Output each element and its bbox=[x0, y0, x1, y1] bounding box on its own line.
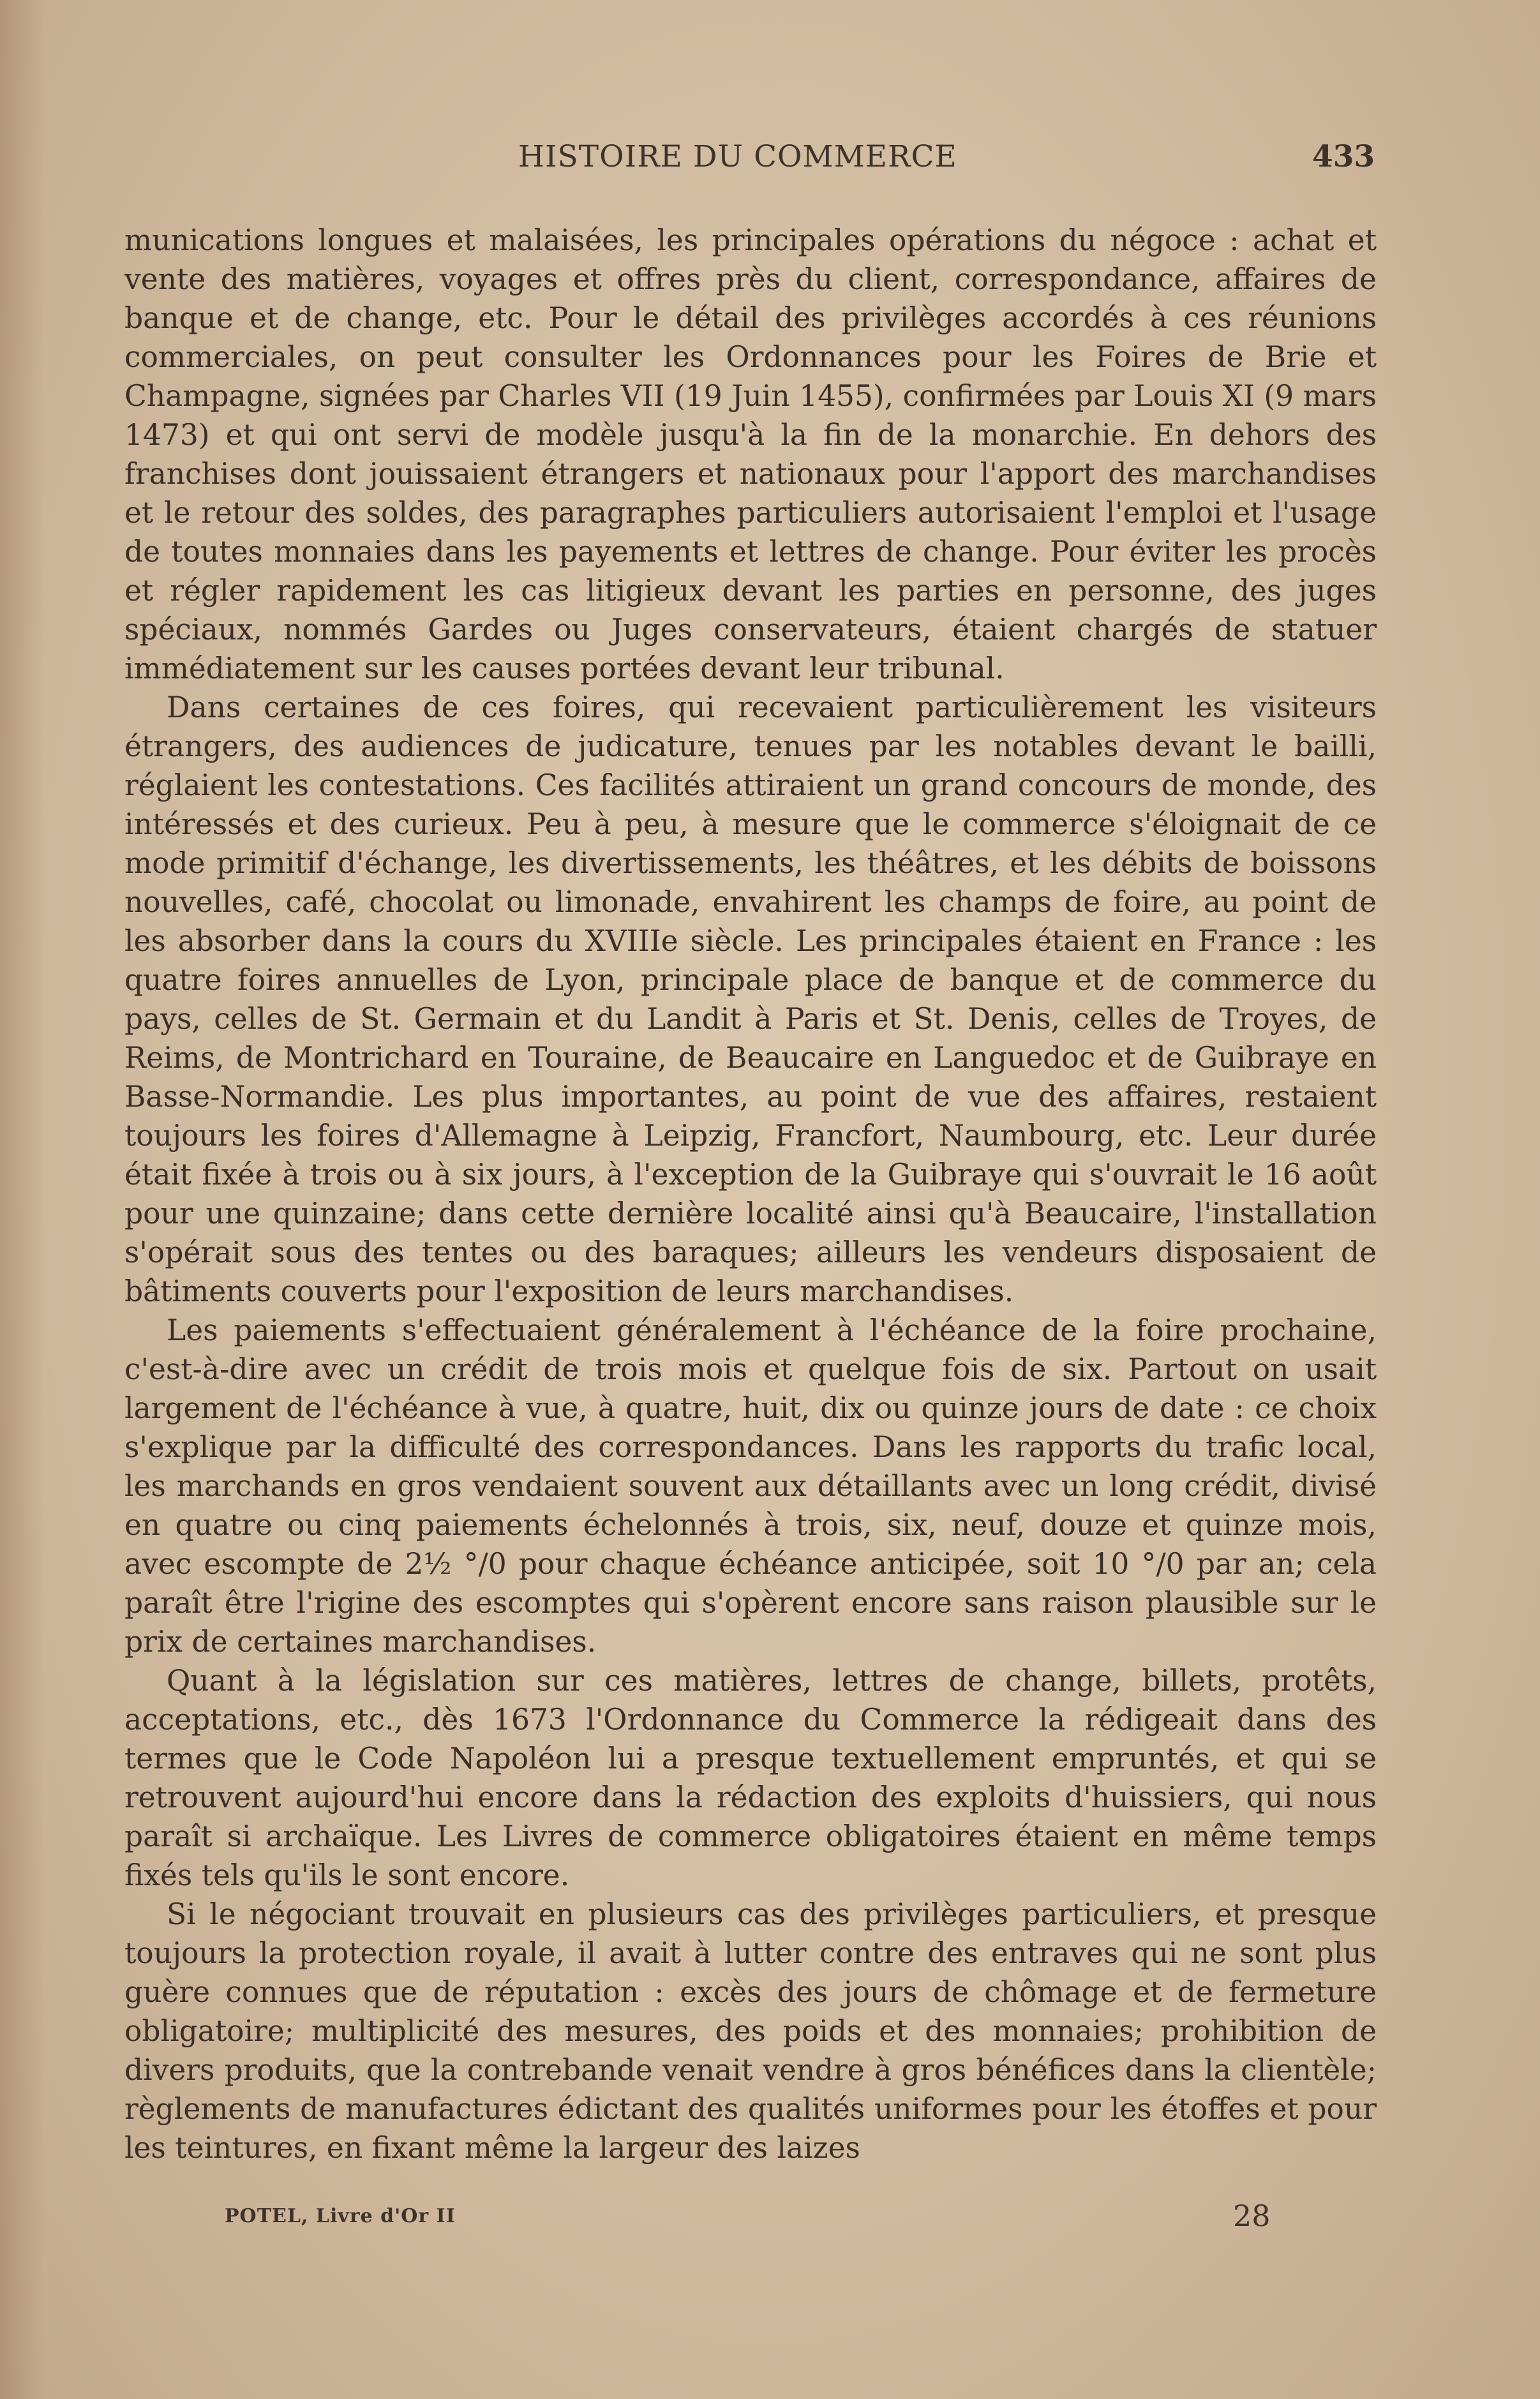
paragraph-2: Dans certaines de ces foires, qui recevaient particulièrement les visiteurs étrangers, des audiences de judicature, tenues par les notables devant le bailli, réglaient les contestations. Ces facilités attiraient un grand concours de monde, des intéressés et des curieux. Peu à peu, à mesure que le commerce s'éloignait de ce mode primitif d'échange, les divertissements, les théâtres, et les débits de boissons nouvelles, café, chocolat ou limonade, envahirent les champs de foire, au point de les absorber dans la cours du XVIIIe siècle. Les principales étaient en France : les quatre foires annuelles de Lyon, principale place de banque et de commerce du pays, celles de St. Germain et du Landit à Paris et St. Denis, celles de Troyes, de Reims, de Montrichard en Touraine, de Beaucaire en Languedoc et de Guibraye en Basse-Normandie. Les plus importantes, au point de vue des affaires, restaient toujours les foires d'Allemagne à Leipzig, Francfort, Naumbourg, etc. Leur durée était fixée à trois ou à six jours, à l'exception de la Guibraye qui s'ouvrait le 16 août pour une quinzaine; dans cette dernière localité ainsi qu'à Beaucaire, l'installation s'opérait sous des tentes ou des baraques; ailleurs les vendeurs disposaient de bâtiments couverts pour l'exposition de leurs marchandises. bbox=[124, 691, 1377, 1308]
page-number: 433 bbox=[1312, 139, 1375, 174]
paragraph-1: munications longues et malaisées, les principales opérations du négoce : achat et vente des matières, voyages et offres près du client, correspondance, affaires de banque et de change, etc. Pour le détail des privilèges accordés à ces réunions commerciales, on peut consulter les Ordonnances pour les Foires de Brie et Champagne, signées par Charles VII (19 Juin 1455), confirmées par Louis XI (9 mars 1473) et qui ont servi de modèle jusqu'à la fin de la monarchie. En dehors des franchises dont jouissaient étrangers et nationaux pour l'apport des marchandises et le retour des soldes, des paragraphes particuliers autorisaient l'emploi et l'usage de toutes monnaies dans les payements et lettres de change. Pour éviter les procès et régler rapidement les cas litigieux devant les parties en personne, des juges spéciaux, nommés Gardes ou Juges conservateurs, étaient chargés de statuer immédiatement sur les causes portées devant leur tribunal. bbox=[124, 223, 1377, 685]
paragraph-3: Les paiements s'effectuaient généralement à l'échéance de la foire prochaine, c'est-à-dire avec un crédit de trois mois et quelque fois de six. Partout on usait largement de l'échéance à vue, à quatre, huit, dix ou quinze jours de date : ce choix s'explique par la difficulté des correspondances. Dans les rapports du trafic local, les marchands en gros vendaient souvent aux détaillants avec un long crédit, divisé en quatre ou cinq paiements échelonnés à trois, six, neuf, douze et quinze mois, avec escompte de 2½ °/0 pour chaque échéance anticipée, soit 10 °/0 par an; cela paraît être l'rigine des escomptes qui s'opèrent encore sans raison plausible sur le prix de certaines marchandises. bbox=[124, 1313, 1377, 1659]
page-footer bbox=[0, 2199, 1540, 2237]
footer-book-title: POTEL, Livre d'Or II bbox=[225, 2205, 456, 2227]
signature-mark: 28 bbox=[1233, 2199, 1271, 2233]
running-head bbox=[0, 139, 1540, 177]
paragraph-4: Quant à la législation sur ces matières, lettres de change, billets, protêts, acceptations, etc., dès 1673 l'Ordonnance du Commerce la rédigeait dans des termes que le Code Napoléon lui a presque textuellement empruntés, et qui se retrouvent aujourd'hui encore dans la rédaction des exploits d'huissiers, qui nous paraît si archaïque. Les Livres de commerce obligatoires étaient en même temps fixés tels qu'ils le sont encore. bbox=[124, 1664, 1377, 1892]
body-text bbox=[124, 221, 1377, 2167]
page-edge-shadow bbox=[0, 0, 45, 2399]
running-title: HISTOIRE DU COMMERCE bbox=[518, 139, 957, 174]
paragraph-5: Si le négociant trouvait en plusieurs cas des privilèges particuliers, et presque toujours la protection royale, il avait à lutter contre des entraves qui ne sont plus guère connues que de réputation : excès des jours de chômage et de fermeture obligatoire; multiplicité des mesures, des poids et des monnaies; prohibition de divers produits, que la contrebande venait vendre à gros bénéfices dans la clientèle; règlements de manufactures édictant des qualités uniformes pour les étoffes et pour les teintures, en fixant même la largeur des laizes bbox=[124, 1897, 1377, 2165]
